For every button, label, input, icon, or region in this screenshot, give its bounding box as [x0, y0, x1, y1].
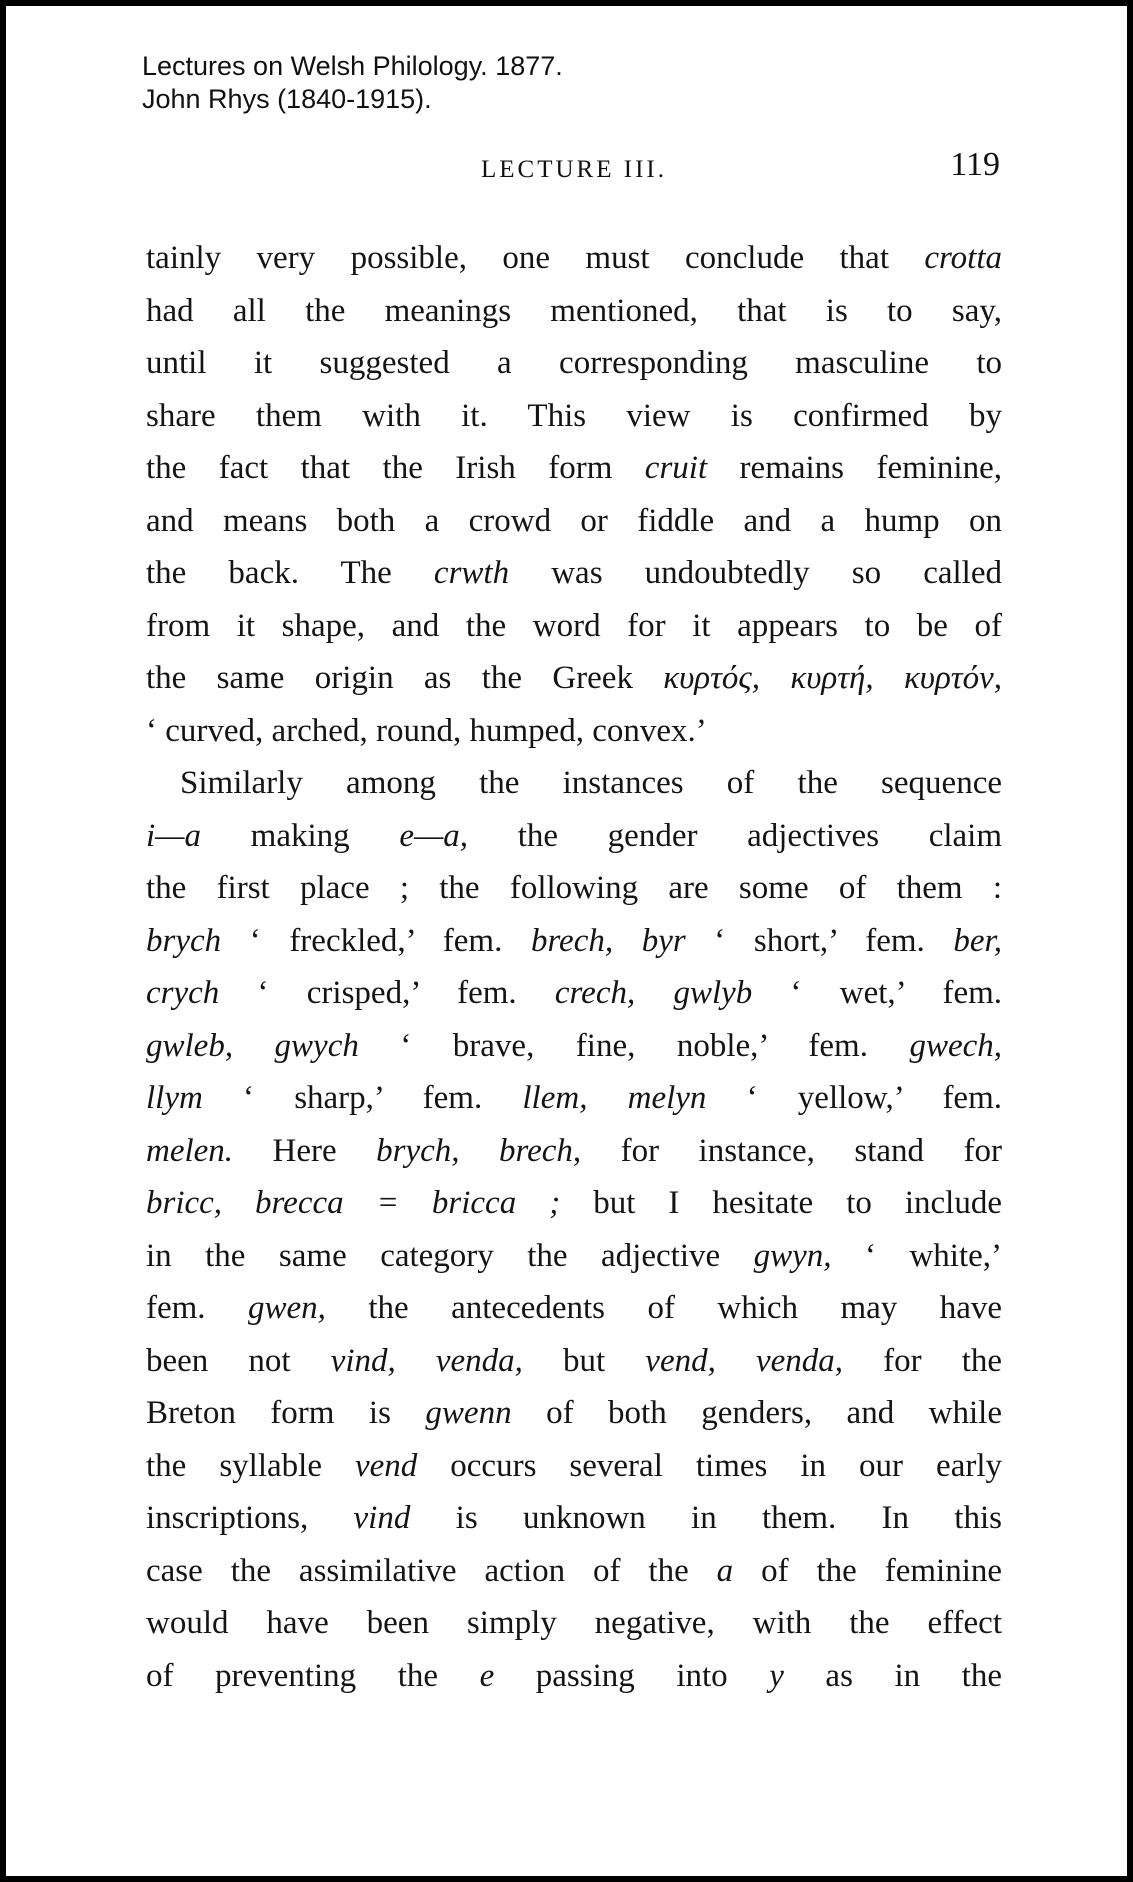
running-title: LECTURE III.	[481, 156, 667, 183]
italic-term: crwth	[433, 555, 510, 591]
italic-term: cruit	[644, 450, 708, 486]
text-run: inscriptions,	[146, 1500, 354, 1536]
italic-term: ber,	[953, 922, 1002, 959]
source-note-title: Lectures on Welsh Philology. 1877.	[142, 51, 563, 81]
text-line	[146, 757, 1002, 810]
italic-term: vind	[353, 1500, 411, 1536]
text-run: Similarly among the instances of the sequence	[180, 765, 1002, 801]
text-run: in the same category the adjective	[146, 1237, 754, 1274]
text-run: is unknown in them. In this	[410, 1500, 1002, 1536]
text-line	[146, 915, 1002, 968]
text-run: share them with it. This view is confirmed by	[146, 397, 1002, 434]
italic-term: brych, brech,	[376, 1132, 582, 1169]
text-run: tainly very possible, one must conclude that	[146, 240, 925, 276]
text-run: until it suggested a corresponding masculine to	[146, 345, 1002, 381]
text-run: ‘ brave, fine, noble,’ fem.	[358, 1027, 910, 1064]
italic-term: a	[716, 1552, 734, 1589]
source-note-author: John Rhys (1840-1915).	[142, 84, 432, 114]
italic-term: i—a	[146, 817, 202, 854]
text-run: of both genders, and while	[511, 1395, 1002, 1431]
text-run: the syllable	[146, 1447, 355, 1484]
italic-term: gwenn	[425, 1395, 512, 1431]
italic-term: crech, gwlyb	[554, 975, 753, 1011]
text-line	[146, 1387, 1002, 1440]
text-run: case the assimilative action of the	[146, 1552, 717, 1589]
text-run: had all the meanings mentioned, that is to say,	[146, 292, 1002, 329]
text-line	[146, 390, 1002, 443]
italic-term: brych	[146, 922, 222, 959]
italic-term: gwyn,	[753, 1237, 832, 1274]
text-run: Breton form is	[146, 1395, 426, 1431]
italic-term: vend, venda,	[645, 1342, 843, 1379]
text-line	[146, 495, 1002, 548]
text-line	[146, 810, 1002, 863]
text-run: ‘ freckled,’ fem.	[221, 922, 531, 959]
text-line	[146, 967, 1002, 1020]
text-run: but	[522, 1342, 646, 1379]
text-line	[146, 442, 1002, 495]
running-header	[146, 146, 1002, 192]
italic-term: melen.	[146, 1132, 234, 1169]
text-run: for the	[843, 1342, 1003, 1379]
italic-term: vind, venda,	[330, 1342, 523, 1379]
text-line	[146, 547, 1002, 600]
text-line	[146, 1230, 1002, 1283]
text-line	[146, 1125, 1002, 1178]
italic-term: e	[479, 1657, 495, 1694]
text-line	[146, 705, 1002, 758]
italic-term: κυρτός, κυρτή, κυρτόν,	[663, 660, 1002, 696]
text-run: the back. The	[146, 555, 434, 591]
text-run: passing into	[494, 1657, 770, 1694]
text-run: the antecedents of which may have	[325, 1290, 1002, 1326]
text-run: ‘ yellow,’ fem.	[706, 1080, 1003, 1116]
text-run: the fact that the Irish form	[146, 450, 645, 486]
text-line	[146, 337, 1002, 390]
italic-term: llem, melyn	[522, 1080, 707, 1116]
text-line	[146, 1020, 1002, 1073]
text-run: as in the	[783, 1657, 1002, 1694]
text-run: the gender adjectives claim	[468, 817, 1003, 854]
text-line	[146, 1282, 1002, 1335]
text-line	[146, 1177, 1002, 1230]
text-run: the first place ; the following are some of them :	[146, 870, 1002, 906]
italic-term: vend	[354, 1447, 418, 1484]
italic-term: y	[769, 1657, 784, 1694]
page-number: 119	[950, 146, 1000, 183]
source-note	[142, 50, 563, 116]
text-line	[146, 1440, 1002, 1493]
italic-term: brech, byr	[530, 922, 686, 959]
italic-term: bricc, brecca = bricca ;	[146, 1185, 561, 1221]
text-run: of the feminine	[733, 1552, 1003, 1589]
text-run: ‘ sharp,’ fem.	[202, 1080, 523, 1116]
body-text	[146, 232, 1002, 1702]
text-line	[146, 1492, 1002, 1545]
text-run: from it shape, and the word for it appears to be of	[146, 607, 1002, 644]
text-line	[146, 862, 1002, 915]
text-run: was undoubtedly so called	[509, 555, 1002, 591]
text-run: for instance, stand for	[581, 1132, 1002, 1169]
italic-term: crotta	[924, 240, 1002, 276]
text-line	[146, 1335, 1002, 1388]
text-run: the same origin as the Greek	[146, 660, 664, 696]
text-line	[146, 232, 1002, 285]
text-line	[146, 652, 1002, 705]
italic-term: gwech,	[909, 1027, 1002, 1064]
italic-term: gwen,	[248, 1290, 326, 1326]
text-line	[146, 1597, 1002, 1650]
text-line	[146, 1072, 1002, 1125]
text-line	[146, 1650, 1002, 1703]
text-run: been not	[146, 1342, 331, 1379]
italic-term: crych	[146, 975, 220, 1011]
text-line	[146, 600, 1002, 653]
text-run: ‘ white,’	[831, 1237, 1003, 1274]
italic-term: llym	[146, 1080, 203, 1116]
italic-term: e—a,	[399, 817, 469, 854]
text-run: but I hesitate to include	[560, 1185, 1002, 1221]
text-line	[146, 285, 1002, 338]
text-run: occurs several times in our early	[417, 1447, 1002, 1484]
text-run: ‘ wet,’ fem.	[752, 975, 1003, 1011]
text-run: of preventing the	[146, 1657, 480, 1694]
text-run: remains feminine,	[707, 450, 1002, 486]
italic-term: gwleb, gwych	[146, 1027, 359, 1064]
text-run: fem.	[146, 1290, 248, 1326]
text-run: would have been simply negative, with the effect	[146, 1605, 1002, 1641]
text-run: ‘ short,’ fem.	[685, 922, 954, 959]
text-run: and means both a crowd or fiddle and a hump on	[146, 502, 1002, 539]
text-run: making	[201, 817, 400, 854]
text-run: ‘ curved, arched, round, humped, convex.’	[146, 712, 707, 749]
text-line	[146, 1545, 1002, 1598]
text-run: Here	[233, 1132, 377, 1169]
text-run: ‘ crisped,’ fem.	[219, 975, 555, 1011]
